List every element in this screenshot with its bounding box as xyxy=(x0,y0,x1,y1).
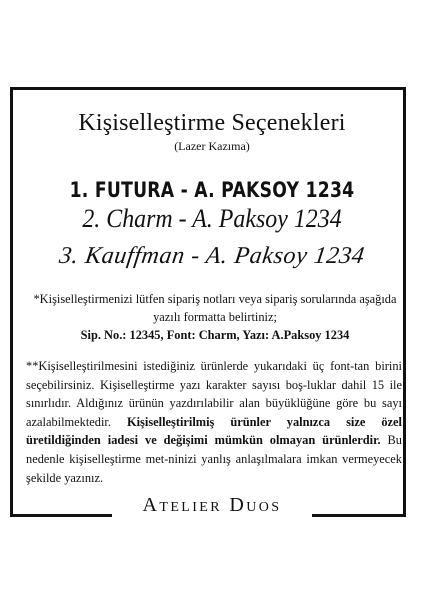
personalization-note xyxy=(26,357,402,487)
font-option-kauffman: 3. Kauffman - A. Paksoy 1234 xyxy=(57,243,367,269)
font-option-futura: 1. FUTURA - A. PAKSOY 1234 xyxy=(69,178,355,202)
order-note xyxy=(22,290,408,344)
order-note-text: *Kişiselleştirmenizi lütfen sipariş notları veya sipariş sorularında aşağıda yazılı formatta belirtiniz; xyxy=(33,292,397,324)
personalization-note-warning: Kişiselleştirilmiş ürünler yalnızca size özel üretildiğinden iadesi ve değişimi mümkün olmayan ürünlerdir. xyxy=(26,414,402,448)
order-note-example: Sip. No.: 12345, Font: Charm, Yazı: A.Paksoy 1234 xyxy=(80,328,350,342)
page-subtitle: (Lazer Kazıma) xyxy=(174,139,250,153)
brand-logo: Atelier Duos xyxy=(142,494,282,516)
page-title: Kişiselleştirme Seçenekleri xyxy=(78,110,346,136)
personalization-note-part1: **Kişiselleştirilmesini istediğiniz ürünlerde yukarıdaki üç font-tan birini seçebilirsiniz. Kişiselleştirme yazı karakter sayısı boş-luklar dahil 15 ile sınırlıdır. Aldığınız ürünün yazdırılabilir alan büyüklüğüne göre bu sayı azalabilmektedir. xyxy=(26,359,402,429)
font-option-charm: 2. Charm - A. Paksoy 1234 xyxy=(82,204,342,233)
personalization-note-part2: Bu nedenle kişiselleştirme met-ninizi yanlış anlaşılmalara imkan vermeyecek şekilde yazınız. xyxy=(26,433,402,485)
